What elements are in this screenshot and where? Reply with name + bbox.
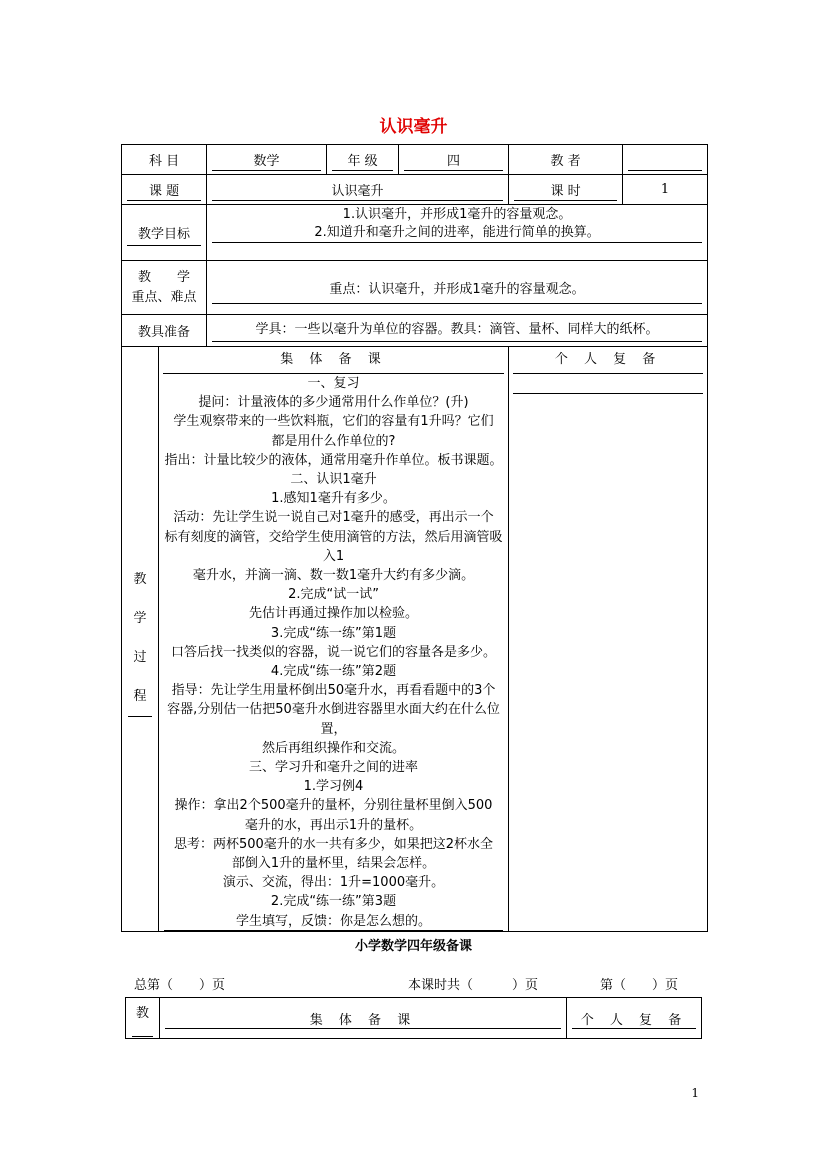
- hours-value: 1: [660, 182, 670, 197]
- subject-label-cell: [122, 145, 207, 175]
- row-subject: [122, 145, 708, 175]
- process-line: 4.完成“练一练”第2题: [270, 664, 397, 680]
- process-line: 学生观察带来的一些饮料瓶，它们的容量有1升吗？它们: [173, 414, 494, 430]
- key-points-label-cell: [122, 261, 207, 315]
- document-title: 认识毫升: [379, 117, 448, 137]
- process-line: 毫升水，并滴一滴、数一数1毫升大约有多少滴。: [192, 568, 475, 584]
- process-line: 标有刻度的滴管，交给学生使用滴管的方法，然后用滴管吸入1: [164, 529, 503, 564]
- process-line: 活动：先让学生说一说自己对1毫升的感受，再出示一个: [173, 510, 494, 526]
- row-goals: [122, 205, 708, 261]
- personal-cell: [509, 347, 708, 932]
- grade-label-cell: [327, 145, 399, 175]
- teacher-label: 教 者: [550, 154, 581, 169]
- goals-label-cell: [122, 205, 207, 261]
- process-line: 1.感知1毫升有多少。: [271, 491, 396, 507]
- grade-value: 四: [447, 154, 461, 169]
- process-line: 提问：计量液体的多少通常用什么作单位？(升): [198, 395, 469, 411]
- continuation-table: [125, 997, 702, 1039]
- continuation-collective-cell: [160, 998, 567, 1039]
- page-number: 1: [691, 1086, 699, 1100]
- process-char-3: 过: [133, 650, 147, 666]
- process-line: 毫升的水，再出示1升的量杯。: [244, 817, 423, 833]
- grade-label: 年 级: [347, 154, 378, 169]
- goal-line-2: 2.知道升和毫升之间的进率，能进行简单的换算。: [314, 225, 600, 240]
- process-line: 先估计再通过操作加以检验。: [249, 606, 419, 622]
- process-label-cell: [122, 347, 159, 932]
- process-line: 指导：先让学生用量杯倒出50毫升水，再看看题中的3个: [171, 683, 496, 699]
- page-no: 第（ ）页: [600, 978, 679, 993]
- goal-line-1: 1.认识毫升，并形成1毫升的容量观念。: [342, 207, 572, 222]
- hours-label: 课 时: [550, 184, 581, 199]
- total-pages: 总第（ ）页: [134, 978, 226, 993]
- process-line: 容器,分别估一估把50毫升水倒进容器里水面大约在什么位置，: [167, 702, 500, 737]
- topic-value: 认识毫升: [331, 184, 384, 199]
- collective-header: 集 体 备 课: [280, 352, 387, 367]
- footer-title: 小学数学四年级备课: [354, 939, 472, 954]
- process-line: 2.完成“练一练”第3题: [270, 894, 397, 910]
- topic-label-cell: [122, 175, 207, 205]
- goals-label: 教学目标: [138, 227, 191, 242]
- process-line: 都是用什么作单位的?: [271, 433, 396, 449]
- key-points-text: 重点：认识毫升，并形成1毫升的容量观念。: [329, 282, 585, 297]
- tools-text-cell: [207, 315, 708, 347]
- teacher-label-cell: [509, 145, 623, 175]
- process-line: 2.完成“试一试”: [288, 587, 379, 603]
- goals-text-cell: [207, 205, 708, 261]
- subject-label: 科 目: [148, 154, 180, 169]
- subject-value-cell: [207, 145, 327, 175]
- process-char-1: 教: [133, 572, 147, 588]
- process-line: 思考：两杯500毫升的水一共有多少，如果把这2杯水全: [173, 836, 494, 852]
- process-line: 然后再组织操作和交流。: [262, 740, 406, 756]
- process-line: 部倒入1升的量杯里，结果会怎样。: [231, 856, 436, 872]
- process-line: 指出：计量比较少的液体，通常用毫升作单位。板书课题。: [164, 452, 503, 468]
- continuation-row: [126, 998, 702, 1039]
- row-tools: [122, 315, 708, 347]
- process-line: 演示、交流，得出：1升=1000毫升。: [222, 875, 445, 891]
- continuation-side-cell: [126, 998, 160, 1039]
- process-char-4: 程: [133, 689, 147, 705]
- row-key-points: [122, 261, 708, 315]
- continuation-collective-header: 集 体 备 课: [309, 1012, 417, 1028]
- row-process: [122, 347, 708, 932]
- key-points-text-cell: [207, 261, 708, 315]
- lesson-pages: 本课时共（ ）页: [408, 978, 539, 993]
- continuation-personal-cell: [567, 998, 702, 1039]
- process-line: 1.学习例4: [303, 779, 364, 795]
- process-line: 一、复习: [307, 376, 360, 391]
- process-line: 三、学习升和毫升之间的进率: [249, 760, 419, 776]
- teacher-value-cell: [623, 145, 708, 175]
- continuation-side-char: 教: [135, 1006, 149, 1021]
- subject-value: 数学: [253, 154, 280, 169]
- process-line: 二、认识1毫升: [290, 472, 377, 488]
- lesson-plan-table: [121, 144, 708, 932]
- hours-label-cell: [509, 175, 623, 205]
- collective-cell: [159, 347, 509, 932]
- tools-label-cell: [122, 315, 207, 347]
- topic-label: 课 题: [148, 184, 180, 199]
- process-line: 3.完成“练一练”第1题: [270, 625, 397, 641]
- tools-label: 教具准备: [138, 325, 191, 340]
- continuation-personal-header: 个 人 复 备: [580, 1012, 688, 1028]
- key-points-label-1: 教 学: [138, 269, 191, 285]
- grade-value-cell: [399, 145, 509, 175]
- process-line: 口答后找一找类似的容器，说一说它们的容量各是多少。: [171, 644, 497, 660]
- process-line: 学生填写，反馈：你是怎么想的。: [236, 913, 432, 929]
- topic-value-cell: [207, 175, 509, 205]
- tools-text: 学具：一些以毫升为单位的容器。教具：滴管、量杯、同样大的纸杯。: [255, 322, 659, 337]
- key-points-label-2: 重点、难点: [131, 289, 197, 305]
- process-char-2: 学: [133, 611, 147, 627]
- row-topic: [122, 175, 708, 205]
- process-line: 操作：拿出2个500毫升的量杯，分别往量杯里倒入500: [174, 798, 493, 814]
- personal-header: 个 人 复 备: [554, 352, 662, 367]
- process-content: [159, 374, 508, 931]
- hours-value-cell: [623, 175, 708, 205]
